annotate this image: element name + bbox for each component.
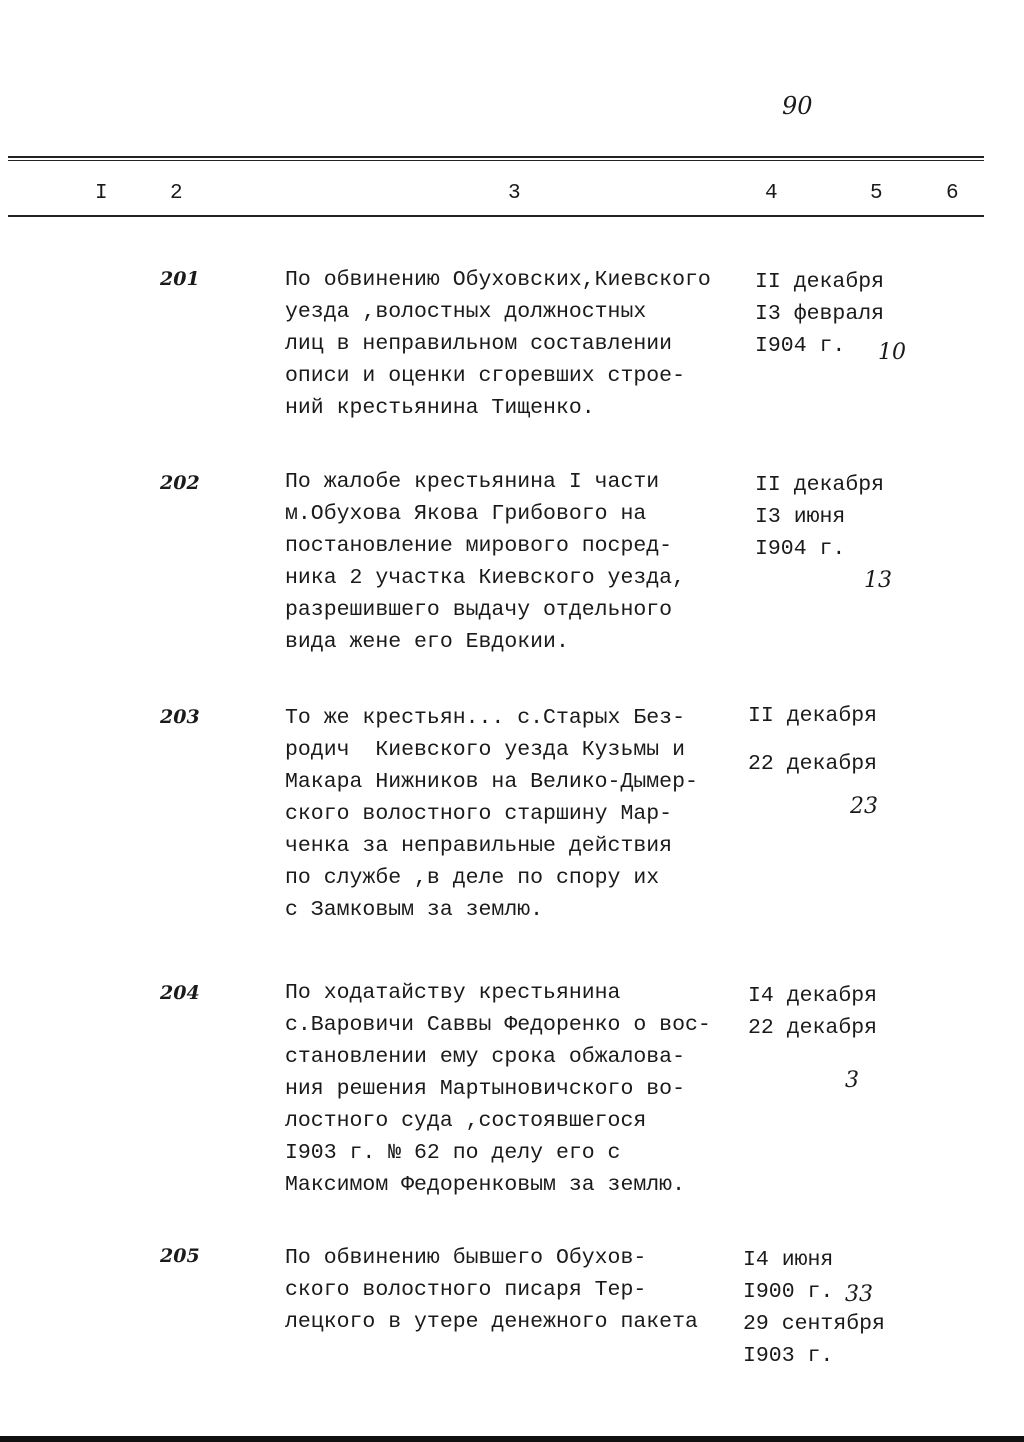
entry-number: 201 [160,268,200,290]
sheet-count: 3 [845,1068,859,1093]
header-rule-top [8,156,984,158]
entry-dates: II декабря I3 февраля I904 г. [755,270,885,358]
entry-number: 204 [160,982,200,1004]
header-rule-bottom [8,215,984,217]
entry-text: По ходатайству крестьянина с.Варовичи Саввы Федоренко о вос- становлении ему срока обжалова- ния решения Мартыновичского во- лостного суда ,состоявшегося I903 г. № 62 по делу его с Максимом Федоренковым за землю. [285,981,711,1197]
column-header-6: 6 [946,182,959,205]
column-header-3: 3 [508,182,521,205]
sheet-count: 10 [878,340,906,365]
entry-dates: II декабря 22 декабря [748,704,878,776]
header-rule-top-2 [8,160,984,161]
column-header-4: 4 [765,182,778,205]
sheet-count: 13 [864,568,892,593]
sheet-count: 23 [850,794,878,819]
page-number: 90 [782,92,813,120]
sheet-count: 33 [845,1282,873,1307]
entry-text: По жалобе крестьянина I части м.Обухова Якова Грибового на постановление мирового посред- ника 2 участка Киевского уезда, разрешившего выдачу отдельного вида жене его Евдокии. [285,470,685,654]
entry-dates: I4 декабря 22 декабря [748,984,878,1040]
column-header-5: 5 [870,182,883,205]
entry-text: По обвинению бывшего Обухов- ского волостного писаря Тер- лецкого в утере денежного пакета [285,1246,698,1334]
column-header-2: 2 [170,182,183,205]
entry-text: По обвинению Обуховских,Киевского уезда ,волостных должностных лиц в неправильном составлении описи и оценки сгоревших строе- ний крестьянина Тищенко. [285,268,711,420]
entry-dates: I4 июня I900 г. 29 сентября I903 г. [743,1248,885,1368]
entry-number: 205 [160,1245,200,1267]
entry-number: 203 [160,706,200,728]
entry-text: То же крестьян... с.Старых Без- родич Киевского уезда Кузьмы и Макара Нижников на Велико-Дымер- ского волостного старшину Мар- ченка за неправильные действия по службе ,в деле по спору их с Замковым за землю. [285,706,698,922]
page-bottom-edge [0,1436,1024,1442]
column-header-1: I [95,182,108,205]
entry-dates: II декабря I3 июня I904 г. [755,473,885,561]
entry-number: 202 [160,472,200,494]
